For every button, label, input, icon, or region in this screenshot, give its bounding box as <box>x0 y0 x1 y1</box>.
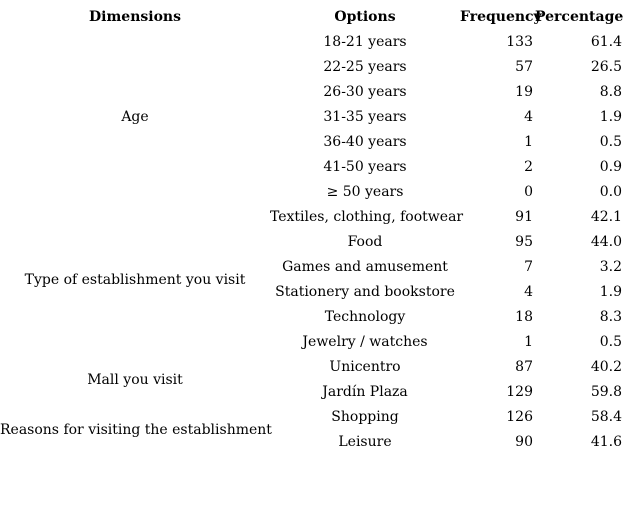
option-cell: Food <box>347 234 383 250</box>
percentage-cell: 44.0 <box>590 234 622 250</box>
percentage-cell: 1.9 <box>599 109 622 125</box>
percentage-cell: 0.5 <box>599 334 622 350</box>
option-cell: 26-30 years <box>323 84 407 100</box>
header-frequency: Frequency <box>460 9 542 25</box>
frequency-cell: 133 <box>506 34 533 50</box>
header-options: Options <box>334 9 396 25</box>
frequency-cell: 18 <box>515 309 533 325</box>
frequency-cell: 87 <box>515 359 533 375</box>
header-dimensions: Dimensions <box>89 9 181 25</box>
percentage-cell: 26.5 <box>590 59 622 75</box>
percentage-cell: 1.9 <box>599 284 622 300</box>
option-cell: 18-21 years <box>323 34 407 50</box>
percentage-cell: 3.2 <box>599 259 622 275</box>
table-row <box>0 355 627 380</box>
option-cell: Games and amusement <box>282 259 448 275</box>
percentage-cell: 8.3 <box>599 309 622 325</box>
option-cell: Leisure <box>338 434 392 450</box>
frequency-cell: 4 <box>524 109 533 125</box>
percentage-cell: 59.8 <box>590 384 622 400</box>
dimension-cell-establishment-type: Type of establishment you visit <box>24 271 246 288</box>
frequency-cell: 126 <box>506 409 533 425</box>
percentage-cell: 61.4 <box>590 34 622 50</box>
percentage-cell: 8.8 <box>599 84 622 100</box>
dimension-cell-age: Age <box>121 109 149 125</box>
frequency-cell: 57 <box>515 59 533 75</box>
frequency-cell: 91 <box>515 209 533 225</box>
dimension-cell-mall: Mall you visit <box>87 371 183 388</box>
survey-table <box>0 5 627 455</box>
option-cell: Jardín Plaza <box>322 384 408 400</box>
option-cell: ≥ 50 years <box>326 184 404 200</box>
percentage-cell: 0.0 <box>599 184 622 200</box>
percentage-cell: 41.6 <box>590 434 622 450</box>
header-percentage: Percentage <box>535 9 624 25</box>
table-row <box>0 405 627 430</box>
frequency-cell: 1 <box>524 334 533 350</box>
option-cell: 22-25 years <box>323 59 407 75</box>
percentage-cell: 40.2 <box>590 359 622 375</box>
frequency-cell: 2 <box>524 159 533 175</box>
option-cell: Technology <box>324 309 406 325</box>
frequency-cell: 95 <box>515 234 533 250</box>
frequency-cell: 1 <box>524 134 533 150</box>
dimension-cell-reasons: Reasons for visiting the establishment <box>0 421 272 438</box>
table-row <box>0 30 627 55</box>
option-cell: 36-40 years <box>323 134 407 150</box>
frequency-cell: 7 <box>524 259 533 275</box>
header-row <box>0 5 627 30</box>
percentage-cell: 58.4 <box>590 409 622 425</box>
option-cell: Unicentro <box>329 359 401 375</box>
option-cell: Jewelry / watches <box>302 334 428 350</box>
percentage-cell: 0.9 <box>599 159 622 175</box>
table-row <box>0 205 627 230</box>
frequency-cell: 4 <box>524 284 533 300</box>
frequency-cell: 129 <box>506 384 533 400</box>
frequency-cell: 0 <box>524 184 533 200</box>
option-cell: Shopping <box>331 409 399 425</box>
option-cell: 41-50 years <box>323 159 407 175</box>
option-cell: Textiles, clothing, footwear <box>270 209 464 225</box>
percentage-cell: 42.1 <box>590 209 622 225</box>
frequency-cell: 19 <box>515 84 533 100</box>
frequency-cell: 90 <box>515 434 533 450</box>
option-cell: Stationery and bookstore <box>275 284 455 300</box>
percentage-cell: 0.5 <box>599 134 622 150</box>
option-cell: 31-35 years <box>323 109 407 125</box>
